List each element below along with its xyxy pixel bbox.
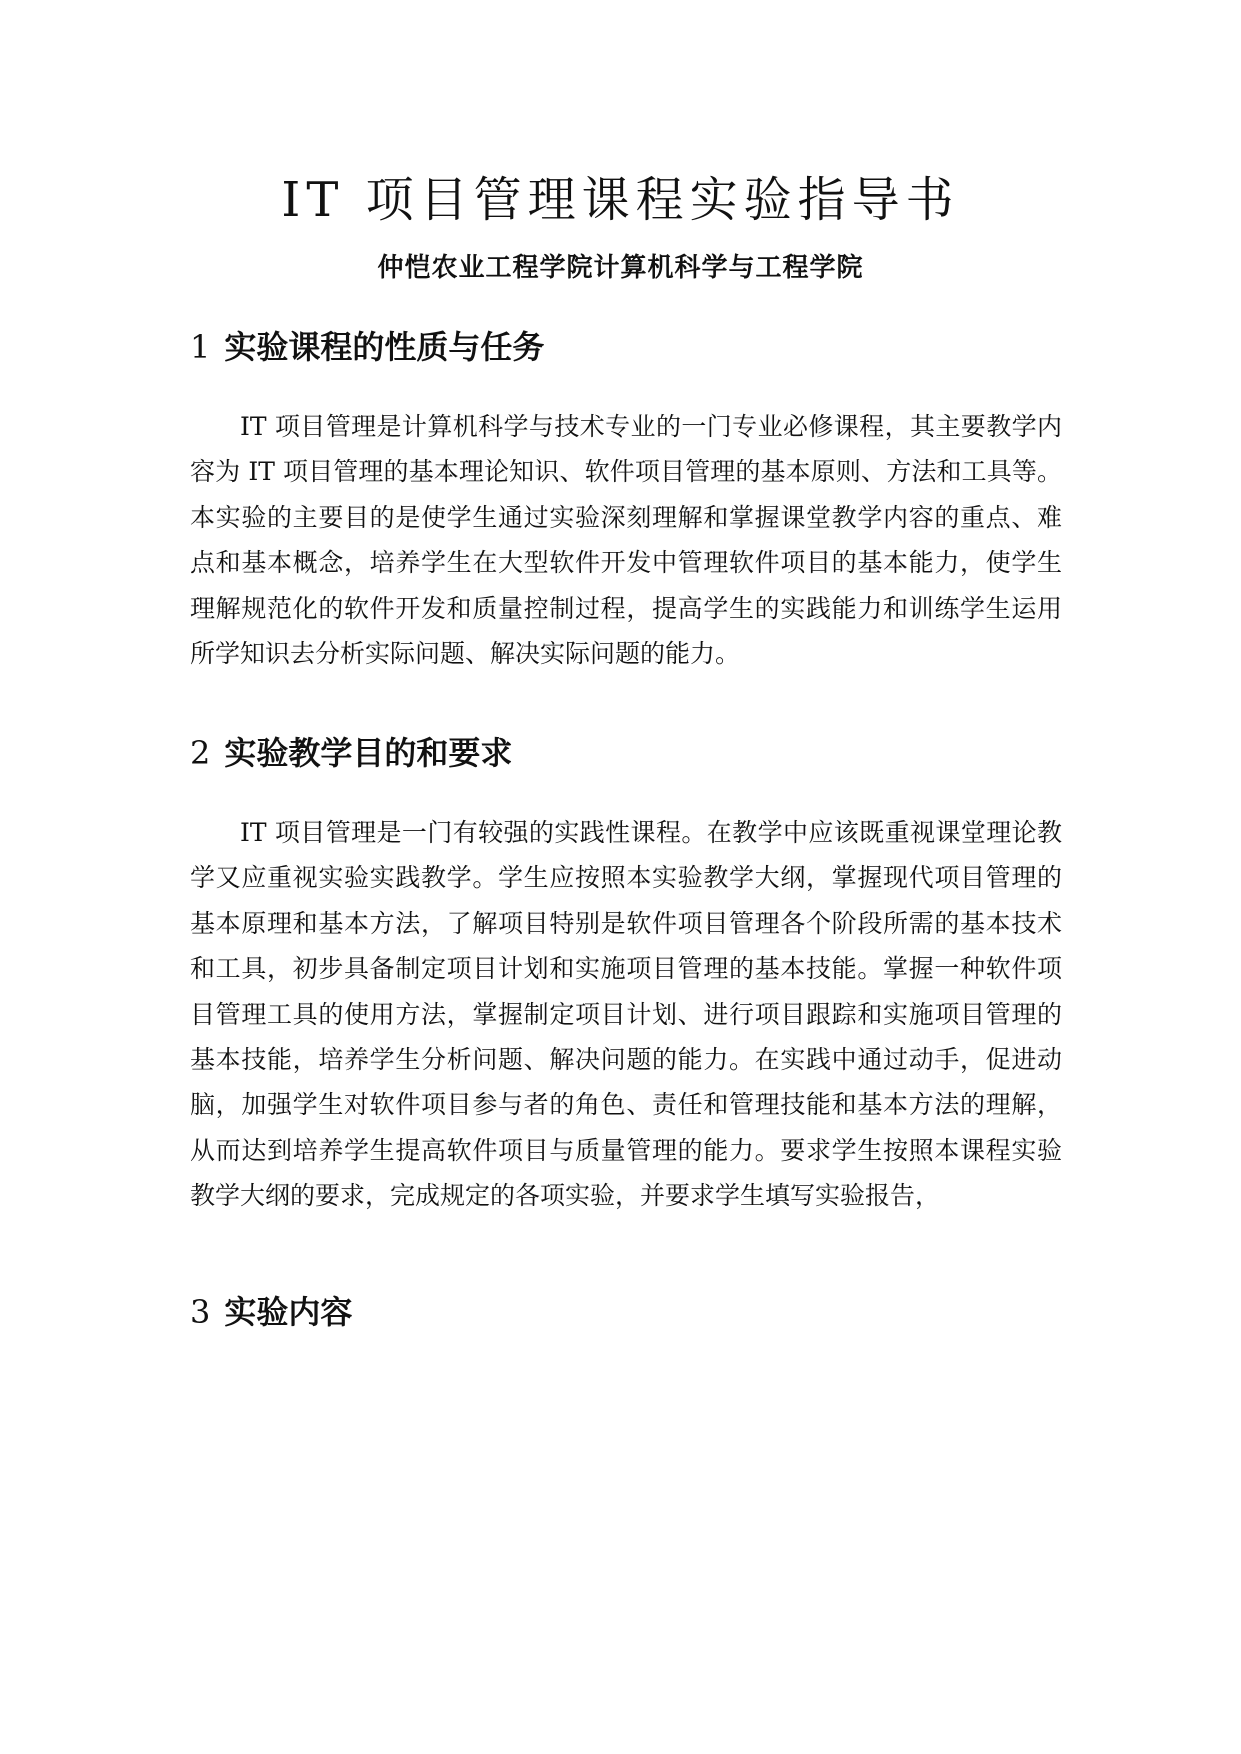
section-2-number: 2 <box>190 734 211 772</box>
section-3-heading <box>190 1290 1070 1334</box>
section-3-number: 3 <box>190 1293 211 1331</box>
section-3-title: 实验内容 <box>224 1293 353 1331</box>
section-2-heading <box>190 731 1070 775</box>
section-2-title: 实验教学目的和要求 <box>224 734 513 772</box>
section-1-number: 1 <box>190 328 211 366</box>
section-2-paragraph: IT 项目管理是一门有较强的实践性课程。在教学中应该既重视课堂理论教学又应重视实验实践教学。学生应按照本实验教学大纲，掌握现代项目管理的基本原理和基本方法，了解项目特别是软件项目管理各个阶段所需的基本技术和工具，初步具备制定项目计划和实施项目管理的基本技能。掌握一种软件项目管理工具的使用方法，掌握制定项目计划、进行项目跟踪和实施项目管理的基本技能，培养学生分析问题、解决问题的能力。在实践中通过动手，促进动脑，加强学生对软件项目参与者的角色、责任和管理技能和基本方法的理解，从而达到培养学生提高软件项目与质量管理的能力。要求学生按照本课程实验教学大纲的要求，完成规定的各项实验，并要求学生填写实验报告， <box>190 818 1062 1211</box>
section-1-heading <box>190 325 1070 369</box>
document-subtitle: 仲恺农业工程学院计算机科学与工程学院 <box>377 253 864 283</box>
document-title: IT 项目管理课程实验指导书 <box>281 172 960 228</box>
section-1-paragraph: IT 项目管理是计算机科学与技术专业的一门专业必修课程，其主要教学内容为 IT 项目管理的基本理论知识、软件项目管理的基本原则、方法和工具等。本实验的主要目的是使学生通过实验深刻理解和掌握课堂教学内容的重点、难点和基本概念，培养学生在大型软件开发中管理软件项目的基本能力，使学生理解规范化的软件开发和质量控制过程，提高学生的实践能力和训练学生运用所学知识去分析实际问题、解决实际问题的能力。 <box>190 412 1062 669</box>
section-1-title: 实验课程的性质与任务 <box>224 328 545 366</box>
